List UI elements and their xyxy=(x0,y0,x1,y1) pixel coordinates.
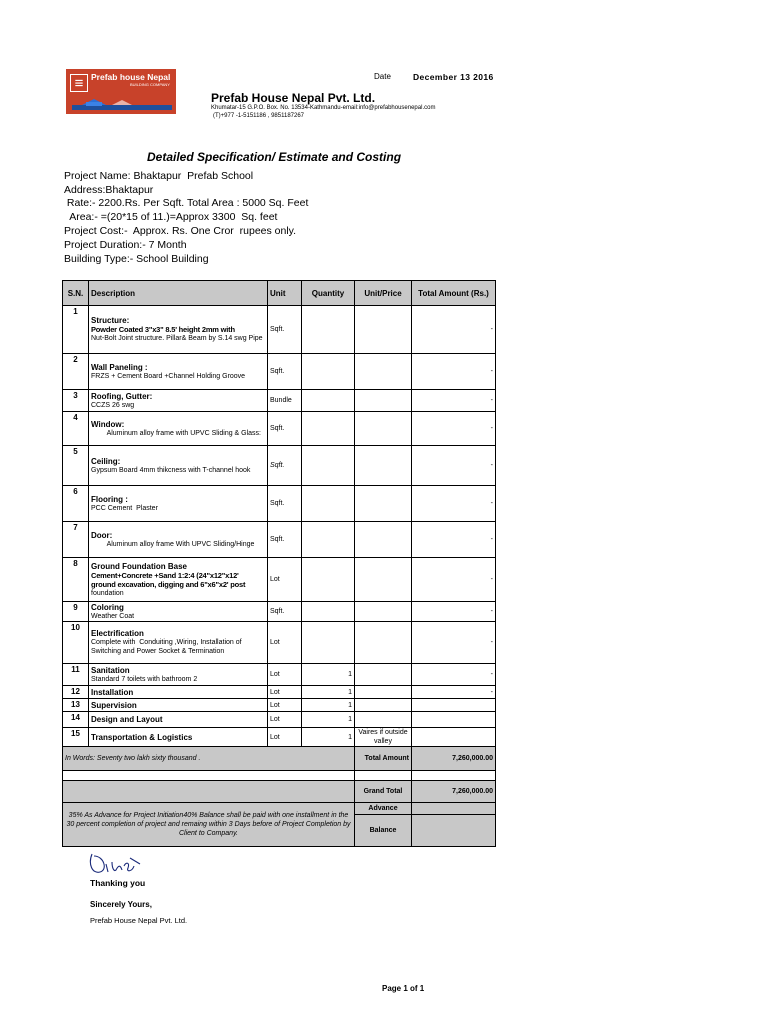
row-sn: 8 xyxy=(63,558,89,602)
row-quantity xyxy=(302,522,355,558)
row-item-detail: foundation xyxy=(91,589,124,597)
row-unit: Lot xyxy=(268,686,302,699)
table-row xyxy=(63,622,496,664)
company-phone: (T)+977 -1-5151186 , 9851187267 xyxy=(213,113,305,119)
row-item-title: Sanitation xyxy=(91,665,130,675)
payment-terms: 35% As Advance for Project Initiation40% Balance shall be paid with one installment in the 30 percent completion of project and remaing within 3 Days before of Project Completion by Client to Company. xyxy=(63,803,355,847)
row-item-title: Design and Layout xyxy=(91,715,163,724)
cost-table xyxy=(62,280,496,847)
row-description xyxy=(89,446,268,486)
table-row xyxy=(63,522,496,558)
row-total: - xyxy=(412,686,496,699)
row-quantity: 1 xyxy=(302,686,355,699)
row-sn: 12 xyxy=(63,686,89,699)
row-item-detail: Complete with Conduiting ,Wiring, Installation of Switching and Power Socket & Termination xyxy=(91,639,244,655)
row-total xyxy=(412,728,496,747)
row-quantity xyxy=(302,558,355,602)
row-item-detail: Aluminum alloy frame With UPVC Sliding/Hinge xyxy=(91,540,255,548)
advance-row xyxy=(63,803,496,815)
advance-value xyxy=(412,803,496,815)
row-description xyxy=(89,390,268,412)
row-quantity: 1 xyxy=(302,664,355,686)
row-description xyxy=(89,622,268,664)
grand-total-blank xyxy=(63,781,355,803)
row-quantity xyxy=(302,446,355,486)
row-total: - xyxy=(412,664,496,686)
row-unit-price xyxy=(355,622,412,664)
row-description xyxy=(89,686,268,699)
row-item-title: Window: xyxy=(91,419,125,429)
row-description xyxy=(89,522,268,558)
row-unit: Bundle xyxy=(268,390,302,412)
row-description xyxy=(89,728,268,747)
date-label: Date xyxy=(374,72,391,81)
logo-house-icon xyxy=(72,96,172,110)
table-row xyxy=(63,486,496,522)
row-sn: 3 xyxy=(63,390,89,412)
balance-value xyxy=(412,815,496,847)
signature-image xyxy=(86,850,142,878)
row-unit-price xyxy=(355,558,412,602)
total-amount-value: 7,260,000.00 xyxy=(412,747,496,771)
row-item-detail: FRZS + Cement Board +Channel Holding Groove xyxy=(91,372,246,380)
closing-regards: Sincerely Yours, xyxy=(90,900,152,909)
total-amount-label: Total Amount xyxy=(355,747,412,771)
grand-total-value: 7,260,000.00 xyxy=(412,781,496,803)
header-quantity: Quantity xyxy=(302,281,355,306)
header-unit-price: Unit/Price xyxy=(355,281,412,306)
company-name: Prefab House Nepal Pvt. Ltd. xyxy=(211,91,376,105)
row-sn: 10 xyxy=(63,622,89,664)
row-unit: Lot xyxy=(268,699,302,712)
logo-brand: Prefab house Nepal xyxy=(91,72,171,82)
table-row xyxy=(63,686,496,699)
row-item-title: Ceiling: xyxy=(91,456,121,466)
table-row xyxy=(63,446,496,486)
row-quantity xyxy=(302,390,355,412)
row-item-title: Installation xyxy=(91,687,134,697)
row-sn: 6 xyxy=(63,486,89,522)
row-unit-price xyxy=(355,306,412,354)
row-quantity xyxy=(302,622,355,664)
company-address: Khumatar-15 G.P.O. Box. No. 13534-Kathmandu-email:info@prefabhousenepal.com xyxy=(211,105,436,111)
row-item-spec: Powder Coated 3"x3" 8.5' height 2mm with xyxy=(91,325,235,334)
row-sn: 9 xyxy=(63,602,89,622)
row-description xyxy=(89,306,268,354)
header-description: Description xyxy=(89,281,268,306)
row-sn: 7 xyxy=(63,522,89,558)
row-quantity xyxy=(302,354,355,390)
project-cost: Project Cost:- Approx. Rs. One Cror rupees only. xyxy=(64,225,297,237)
date-value: December 13 2016 xyxy=(413,72,494,82)
row-unit-price xyxy=(355,412,412,446)
row-quantity: 1 xyxy=(302,699,355,712)
row-description xyxy=(89,712,268,728)
row-total: - xyxy=(412,622,496,664)
spacer-cell xyxy=(63,771,355,781)
row-total: - xyxy=(412,486,496,522)
row-item-detail: CCZS 26 swg xyxy=(91,401,135,409)
grand-total-row xyxy=(63,781,496,803)
row-unit-price xyxy=(355,664,412,686)
row-quantity xyxy=(302,602,355,622)
project-rate: Rate:- 2200.Rs. Per Sqft. Total Area : 5000 Sq. Feet xyxy=(64,197,309,209)
project-area: Area:- =(20*15 of 11.)=Approx 3300 Sq. feet xyxy=(64,211,278,223)
row-total: - xyxy=(412,558,496,602)
row-total: - xyxy=(412,306,496,354)
balance-label: Balance xyxy=(355,815,412,847)
row-unit: Lot xyxy=(268,558,302,602)
row-item-title: Coloring xyxy=(91,602,124,612)
row-sn: 15 xyxy=(63,728,89,747)
row-item-spec: Cement+Concrete +Sand 1:2:4 (24"x12"x12' ground excavation, digging and 6"x6"x2' post xyxy=(91,570,246,589)
row-quantity xyxy=(302,486,355,522)
row-item-detail: Gypsum Board 4mm thikcness with T-channel hook xyxy=(91,466,251,474)
company-logo xyxy=(66,69,176,114)
row-unit-price xyxy=(355,712,412,728)
spacer-cell xyxy=(412,771,496,781)
spacer-cell xyxy=(355,771,412,781)
row-total xyxy=(412,712,496,728)
row-unit: Sqft. xyxy=(268,354,302,390)
table-row xyxy=(63,728,496,747)
row-unit-price xyxy=(355,354,412,390)
row-description xyxy=(89,486,268,522)
row-item-title: Door: xyxy=(91,530,113,540)
row-unit-price xyxy=(355,699,412,712)
row-unit: Sqft. xyxy=(268,522,302,558)
row-quantity xyxy=(302,306,355,354)
table-row xyxy=(63,602,496,622)
row-item-detail: Nut-Bolt Joint structure. Pillar& Beam by S.14 swg Pipe xyxy=(91,335,263,342)
table-row xyxy=(63,699,496,712)
logo-mark-icon: ≡ xyxy=(70,74,88,92)
row-description xyxy=(89,558,268,602)
row-unit: Lot xyxy=(268,712,302,728)
closing-thanks: Thanking you xyxy=(90,878,146,888)
row-total: - xyxy=(412,412,496,446)
table-header-row xyxy=(63,281,496,306)
row-unit-price xyxy=(355,602,412,622)
header-unit: Unit xyxy=(268,281,302,306)
row-unit: Sqft. xyxy=(268,446,302,486)
row-unit: Sqft. xyxy=(268,602,302,622)
row-item-title: Wall Paneling : xyxy=(91,362,148,372)
row-total: - xyxy=(412,354,496,390)
row-unit: Lot xyxy=(268,664,302,686)
row-item-title: Electrification xyxy=(91,629,144,638)
advance-label: Advance xyxy=(355,803,412,815)
row-item-detail: Weather Coat xyxy=(91,612,135,620)
row-total: - xyxy=(412,522,496,558)
project-address: Address:Bhaktapur xyxy=(64,184,154,196)
project-duration: Project Duration:- 7 Month xyxy=(64,239,187,251)
row-unit-price xyxy=(355,486,412,522)
in-words: In Words: Seventy two lakh sixty thousand . xyxy=(63,747,355,771)
row-description xyxy=(89,664,268,686)
row-description xyxy=(89,602,268,622)
logo-subtitle: BUILDING COMPANY xyxy=(130,82,170,87)
row-unit: Sqft. xyxy=(268,486,302,522)
row-item-title: Supervision xyxy=(91,700,137,710)
row-sn: 11 xyxy=(63,664,89,686)
table-row xyxy=(63,558,496,602)
total-row xyxy=(63,747,496,771)
row-sn: 13 xyxy=(63,699,89,712)
row-unit: Lot xyxy=(268,622,302,664)
row-item-detail: Standard 7 toilets with bathroom 2 xyxy=(91,675,198,683)
header-total-amount: Total Amount (Rs.) xyxy=(412,281,496,306)
row-sn: 5 xyxy=(63,446,89,486)
row-unit: Sqft. xyxy=(268,412,302,446)
row-sn: 4 xyxy=(63,412,89,446)
row-item-title: Roofing, Gutter: xyxy=(91,391,153,401)
row-item-title: Structure: xyxy=(91,316,130,325)
header-sn: S.N. xyxy=(63,281,89,306)
grand-total-label: Grand Total xyxy=(355,781,412,803)
project-name: Project Name: Bhaktapur Prefab School xyxy=(64,170,254,182)
row-description xyxy=(89,354,268,390)
row-sn: 2 xyxy=(63,354,89,390)
spacer-row xyxy=(63,771,496,781)
row-total xyxy=(412,699,496,712)
table-row xyxy=(63,306,496,354)
signatory-name: Prefab House Nepal Pvt. Ltd. xyxy=(90,916,188,925)
row-unit-price xyxy=(355,522,412,558)
row-description xyxy=(89,699,268,712)
row-item-detail: PCC Cement Plaster xyxy=(91,504,158,512)
row-quantity: 1 xyxy=(302,728,355,747)
row-unit-price: Vaires if outside valley xyxy=(355,728,412,747)
building-type: Building Type:- School Building xyxy=(64,253,209,265)
row-sn: 1 xyxy=(63,306,89,354)
table-row xyxy=(63,664,496,686)
row-quantity: 1 xyxy=(302,712,355,728)
row-total: - xyxy=(412,446,496,486)
row-quantity xyxy=(302,412,355,446)
row-item-detail: Aluminum alloy frame with UPVC Sliding & Glass: xyxy=(91,429,262,437)
table-row xyxy=(63,390,496,412)
row-description xyxy=(89,412,268,446)
row-item-title: Flooring : xyxy=(91,494,128,504)
row-item-title: Ground Foundation Base xyxy=(91,561,187,571)
row-unit: Sqft. xyxy=(268,306,302,354)
row-sn: 14 xyxy=(63,712,89,728)
row-total: - xyxy=(412,390,496,412)
row-unit-price xyxy=(355,446,412,486)
row-total: - xyxy=(412,602,496,622)
row-unit: Lot xyxy=(268,728,302,747)
table-row xyxy=(63,412,496,446)
document-title: Detailed Specification/ Estimate and Costing xyxy=(147,150,402,164)
row-item-title: Transportation & Logistics xyxy=(91,732,193,742)
page-number: Page 1 of 1 xyxy=(382,984,425,993)
table-row xyxy=(63,712,496,728)
row-unit-price xyxy=(355,686,412,699)
table-row xyxy=(63,354,496,390)
row-unit-price xyxy=(355,390,412,412)
